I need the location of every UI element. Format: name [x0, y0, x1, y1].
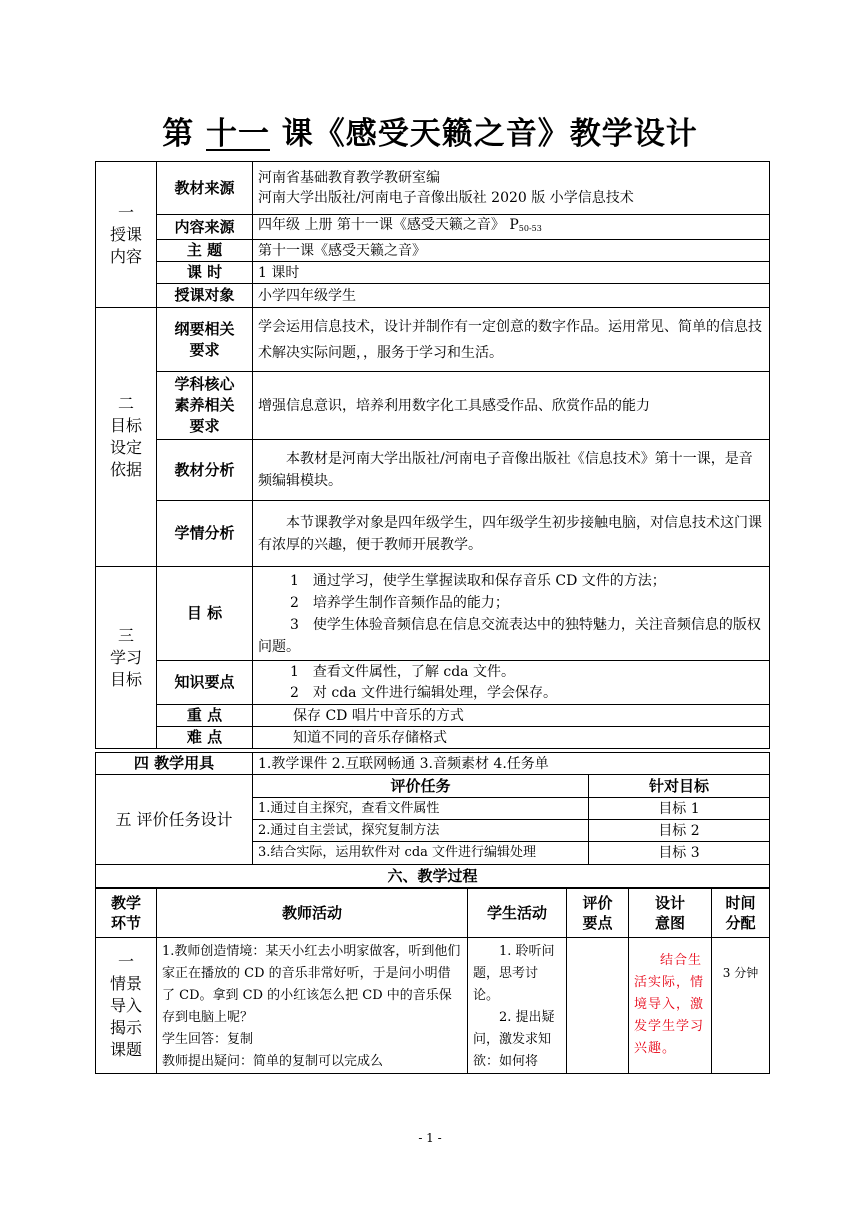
content-source-text: 四年级 上册 第十一课《感受天籁之音》 P	[258, 217, 519, 233]
header-student-activity: 学生活动	[468, 889, 567, 938]
content-source-pages: 50-53	[518, 224, 542, 233]
teacher-activity-2: 学生回答：复制	[162, 1032, 254, 1047]
audience: 小学四年级学生	[253, 284, 770, 308]
section5-label: 五 评价任务设计	[96, 775, 253, 865]
eval-task-header: 评价任务	[253, 775, 589, 798]
textbook-source-line2: 河南大学出版社/河南电子音像出版社 2020 版 小学信息技术	[258, 190, 634, 206]
core-literacy: 增强信息意识，培养利用数字化工具感受作品、欣赏作品的能力	[253, 372, 770, 440]
header-stage: 教学 环节	[96, 889, 157, 938]
design-intent: 结合生活实际，情境导入，激发学生学习兴趣。	[629, 938, 712, 1074]
label-class-hours: 课 时	[157, 262, 253, 284]
label-textbook-source: 教材来源	[157, 162, 253, 215]
header-time: 时间 分配	[712, 889, 770, 938]
teacher-activity-3: 教师提出疑问：简单的复制可以完成么	[162, 1054, 384, 1069]
process-table	[95, 888, 770, 1074]
goal-3: 3 使学生体验音频信息在信息交流表达中的独特魅力，关注音频信息的版权问题。	[258, 616, 761, 655]
teacher-activity	[157, 938, 468, 1074]
goals	[253, 567, 770, 661]
eval-target-1: 目标 1	[589, 798, 770, 820]
student-activity	[468, 938, 567, 1074]
student-activity-1: 1. 聆听问题，思考讨论。	[473, 944, 555, 1003]
stage-intro: 一 情景 导入 揭示 课题	[96, 938, 157, 1074]
label-topic: 主 题	[157, 240, 253, 262]
teaching-tools: 1.教学课件 2.互联网畅通 3.音频素材 4.任务单	[253, 753, 770, 775]
label-key-point: 重 点	[157, 705, 253, 727]
title-lesson-number: 十一	[206, 116, 270, 152]
textbook-analysis: 本教材是河南大学出版社/河南电子音像出版社《信息技术》第十一课，是音频编辑模块。	[253, 440, 770, 501]
eval-task-1: 1.通过自主探究，查看文件属性	[253, 798, 589, 820]
learner-analysis: 本节课教学对象是四年级学生，四年级学生初步接触电脑，对信息技术这门课有浓厚的兴趣，便于教师开展教学。	[253, 501, 770, 567]
goal-2: 2 培养学生制作音频作品的能力；	[290, 594, 509, 611]
eval-points	[567, 938, 629, 1074]
label-core-literacy: 学科核心 素养相关 要求	[157, 372, 253, 440]
section4-label: 四 教学用具	[96, 753, 253, 775]
lesson-info-table	[95, 161, 770, 749]
page-number: - 1 -	[418, 1131, 442, 1145]
label-textbook-analysis: 教材分析	[157, 440, 253, 501]
title-suffix: 课《感受天籁之音》教学设计	[281, 116, 698, 152]
label-outline-requirements: 纲要相关 要求	[157, 308, 253, 372]
content-source	[253, 215, 770, 240]
eval-task-2: 2.通过自主尝试，探究复制方法	[253, 820, 589, 842]
class-hours: 1 课时	[253, 262, 770, 284]
knowledge-points	[253, 661, 770, 705]
outline-requirements: 学会运用信息技术，设计并制作有一定创意的数字作品。运用常见、简单的信息技术解决实际问题，，服务于学习和生活。	[253, 308, 770, 372]
target-header: 针对目标	[589, 775, 770, 798]
section1-label: 一 授课 内容	[96, 162, 157, 308]
label-difficulty: 难 点	[157, 727, 253, 749]
label-content-source: 内容来源	[157, 215, 253, 240]
label-learner-analysis: 学情分析	[157, 501, 253, 567]
teacher-activity-1: 1.教师创造情境：某天小红去小明家做客，听到他们家正在播放的 CD 的音乐非常好听，于是问小明借了 CD。拿到 CD 的小红该怎么把 CD 中的音乐保存到电脑上呢？	[162, 944, 461, 1025]
page-title	[0, 108, 860, 153]
time-allocation: 3 分钟	[712, 938, 770, 1074]
label-goals: 目 标	[157, 567, 253, 661]
textbook-source-line1: 河南省基础教育教学教研室编	[258, 170, 440, 186]
eval-target-3: 目标 3	[589, 842, 770, 865]
topic: 第十一课《感受天籁之音》	[253, 240, 770, 262]
section6-label: 六、教学过程	[96, 865, 770, 888]
knowledge-point-2: 2 对 cda 文件进行编辑处理，学会保存。	[290, 684, 557, 701]
knowledge-point-1: 1 查看文件属性，了解 cda 文件。	[290, 663, 515, 680]
textbook-source	[253, 162, 770, 215]
label-audience: 授课对象	[157, 284, 253, 308]
label-knowledge-points: 知识要点	[157, 661, 253, 705]
section2-label: 二 目标 设定 依据	[96, 308, 157, 567]
tools-eval-table	[95, 752, 770, 888]
difficulty: 知道不同的音乐存储格式	[253, 727, 770, 749]
header-design-intent: 设计 意图	[629, 889, 712, 938]
goal-1: 1 通过学习，使学生掌握读取和保存音乐 CD 文件的方法；	[290, 572, 666, 589]
student-activity-2: 2. 提出疑问，激发求知欲：如何将	[473, 1010, 555, 1069]
title-prefix: 第	[162, 116, 195, 152]
section3-label: 三 学习 目标	[96, 567, 157, 749]
key-point: 保存 CD 唱片中音乐的方式	[253, 705, 770, 727]
eval-target-2: 目标 2	[589, 820, 770, 842]
eval-task-3: 3.结合实际，运用软件对 cda 文件进行编辑处理	[253, 842, 589, 865]
header-teacher-activity: 教师活动	[157, 889, 468, 938]
header-eval-points: 评价 要点	[567, 889, 629, 938]
